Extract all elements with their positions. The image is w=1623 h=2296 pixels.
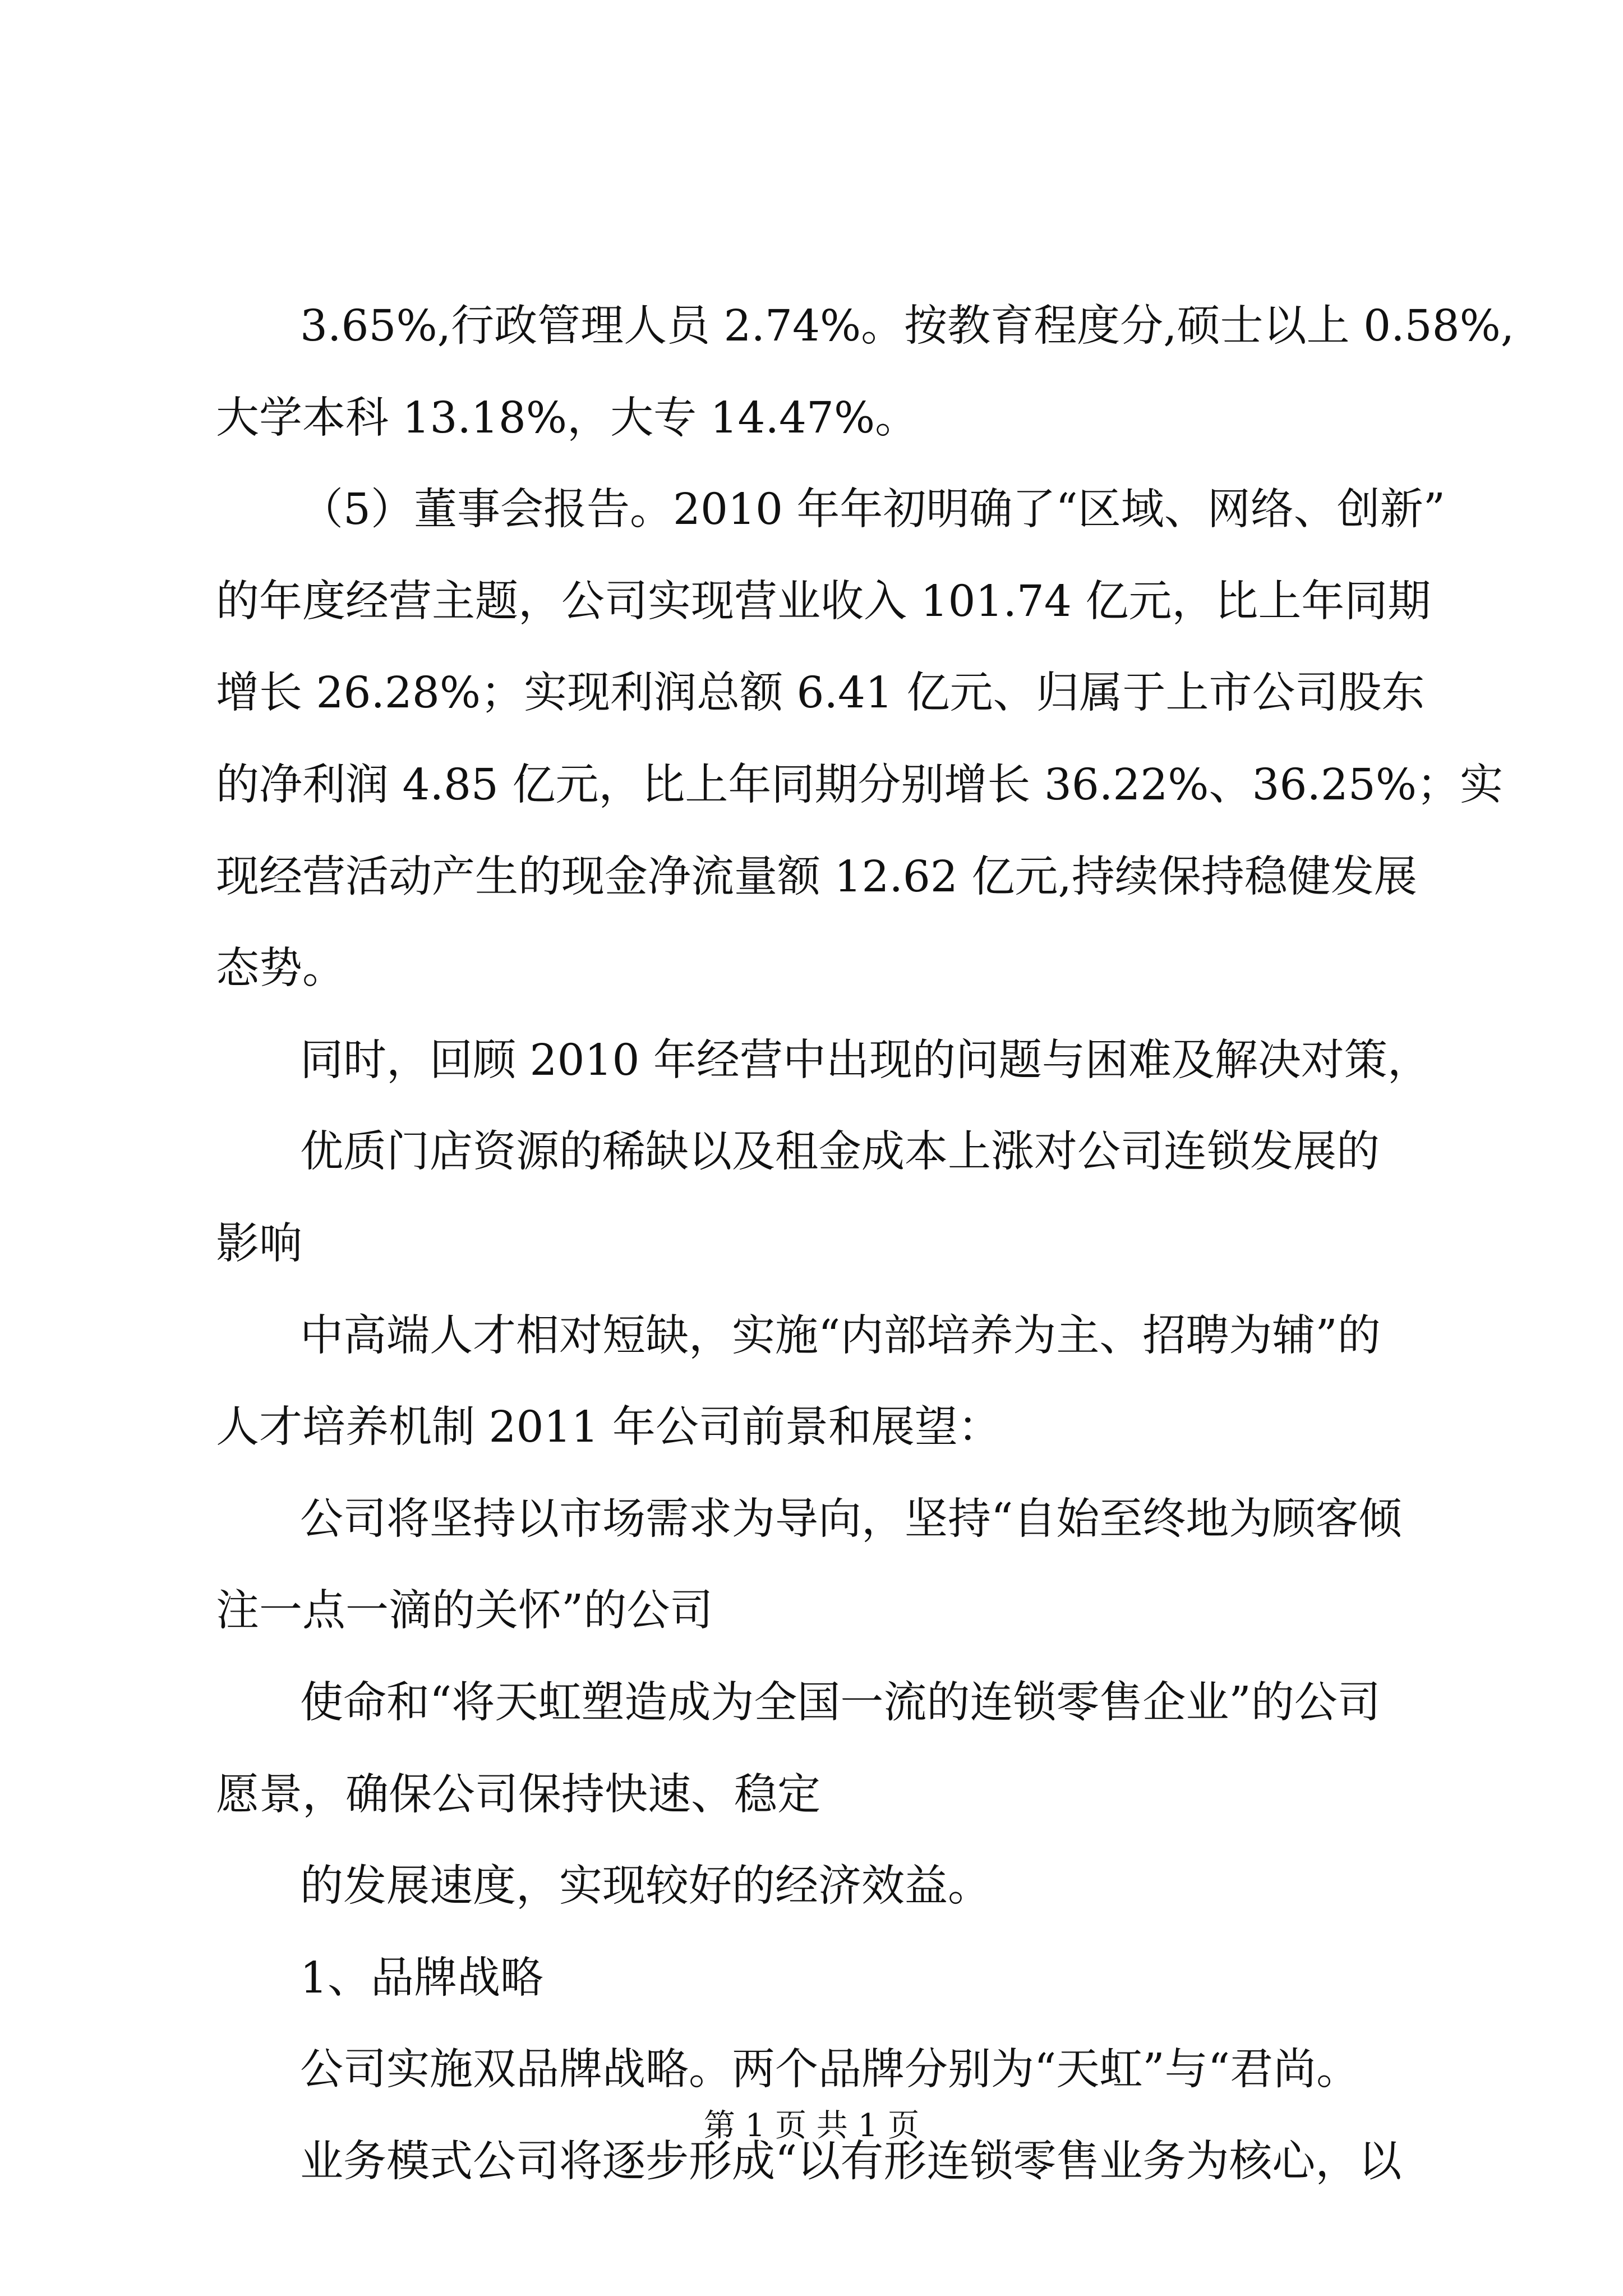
text-line: 3.65%,行政管理人员 2.74%。按教育程度分,硕士以上 0.58%, <box>300 301 1515 351</box>
text-line: 使命和“将天虹塑造成为全国一流的连锁零售企业”的公司 <box>300 1677 1381 1728</box>
text-line: 愿景，确保公司保持快速、稳定 <box>216 1769 820 1820</box>
text-line: 1、品牌战略 <box>300 1953 543 2003</box>
text-line: 人才培养机制 2011 年公司前景和展望： <box>216 1402 1001 1453</box>
text-line: 大学本科 13.18%，大专 14.47%。 <box>216 393 919 443</box>
text-line: 影响 <box>216 1218 302 1269</box>
text-line: 公司实施双品牌战略。两个品牌分别为“天虹”与“君尚。 <box>300 2045 1360 2095</box>
text-line: 中高端人才相对短缺，实施“内部培养为主、招聘为辅”的 <box>300 1310 1381 1361</box>
text-line: 同时，回顾 2010 年经营中出现的问题与困难及解决对策， <box>300 1035 1431 1085</box>
document-body <box>216 280 1515 2207</box>
text-line: 态势。 <box>216 944 345 994</box>
text-line: 增长 26.28%；实现利润总额 6.41 亿元、归属于上市公司股东 <box>216 668 1425 719</box>
text-line: 现经营活动产生的现金净流量额 12.62 亿元,持续保持稳健发展 <box>216 852 1417 902</box>
page-number-label: 第 1 页 共 1 页 <box>703 2108 920 2144</box>
text-line: 优质门店资源的稀缺以及租金成本上涨对公司连锁发展的 <box>300 1127 1380 1177</box>
text-line: （5）董事会报告。2010 年年初明确了“区域、网络、创新” <box>300 485 1446 535</box>
text-line: 注一点一滴的关怀”的公司 <box>216 1586 713 1636</box>
text-line: 的年度经营主题，公司实现营业收入 101.74 亿元，比上年同期 <box>216 576 1431 627</box>
text-line: 的发展速度，实现较好的经济效益。 <box>300 1861 991 1912</box>
text-line: 业务模式公司将逐步形成“以有形连锁零售业务为核心，以 <box>300 2136 1402 2187</box>
text-line: 的净利润 4.85 亿元，比上年同期分别增长 36.22%、36.25%；实 <box>216 760 1504 810</box>
text-line: 公司将坚持以市场需求为导向，坚持“自始至终地为顾客倾 <box>300 1494 1402 1544</box>
page-footer <box>0 2104 1623 2148</box>
